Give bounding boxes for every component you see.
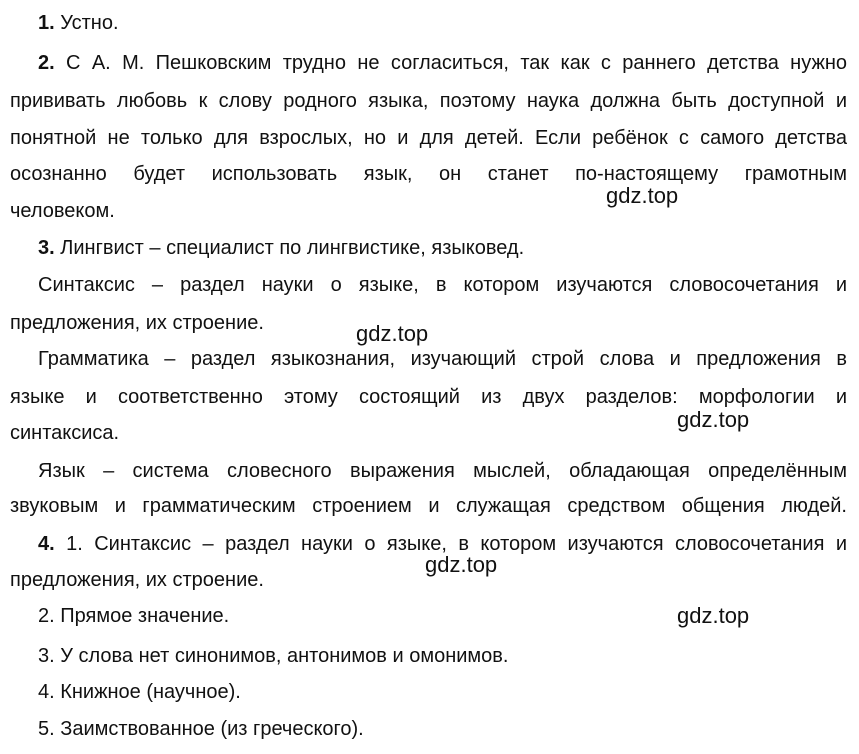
answer-3-line-2: Синтаксис – раздел науки о языке, в котором изучаются словосочетания и [38,274,847,296]
answer-4-number: 4. [38,533,55,555]
answer-3-line-1 [38,236,847,260]
answer-3-number: 3. [38,237,55,259]
watermark: gdz.top [356,321,429,346]
answer-3-text-1: Лингвист – специалист по лингвистике, языковед. [60,237,525,259]
answer-2-number: 2. [38,52,55,74]
answer-2-line-2: прививать любовь к слову родного языка, поэтому наука должна быть доступной и [10,90,847,112]
answer-3-line-6: синтаксиса. [10,422,120,444]
answer-3-line-7: Язык – система словесного выражения мыслей, обладающая определённым [38,460,847,482]
answer-1-line-1 [38,11,847,35]
answer-3-line-8: звуковым и грамматическим строением и служащая средством общения людей. [10,495,847,517]
answer-3-line-5: языке и соответственно этому состоящий из двух разделов: морфологии и [10,386,847,408]
watermark: gdz.top [677,603,750,628]
answer-2-line-1 [38,51,847,75]
answer-4-line-2: предложения, их строение. [10,569,264,591]
answer-4-line-6: 5. Заимствованное (из греческого). [38,718,364,740]
answer-2-line-3: понятной не только для взрослых, но и для детей. Если ребёнок с самого детства [10,127,847,149]
answer-4-text-1: 1. Синтаксис – раздел науки о языке, в котором изучаются словосочетания и [66,533,847,555]
answer-1-number: 1. [38,12,55,34]
answer-4-line-3: 2. Прямое значение. [38,605,230,627]
answer-1-text: Устно. [60,12,119,34]
answer-2-line-5: человеком. [10,200,115,222]
watermark: gdz.top [677,407,750,432]
answer-4-line-4: 3. У слова нет синонимов, антонимов и омонимов. [38,645,509,667]
answer-2-line-4: осознанно будет использовать язык, он станет по-настоящему грамотным [10,163,847,185]
watermark: gdz.top [606,183,679,208]
answer-2-text-1: С А. М. Пешковским трудно не согласиться, так как с раннего детства нужно [66,52,847,74]
answer-3-line-4: Грамматика – раздел языкознания, изучающий строй слова и предложения в [38,348,847,370]
answer-3-line-3: предложения, их строение. [10,312,264,334]
answer-4-line-5: 4. Книжное (научное). [38,681,241,703]
watermark: gdz.top [425,552,498,577]
